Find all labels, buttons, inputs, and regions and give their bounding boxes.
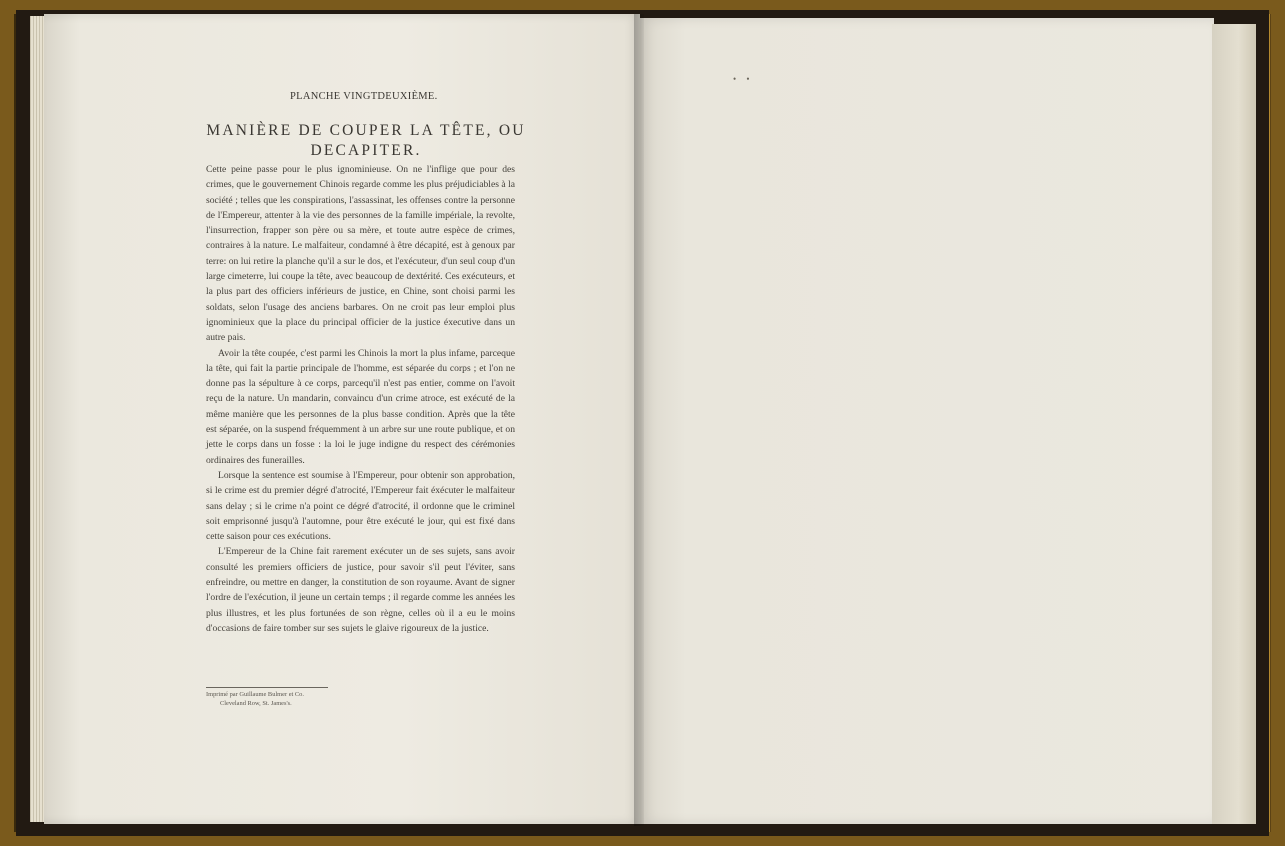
book-gutter xyxy=(634,14,644,826)
paragraph-2: Avoir la tête coupée, c'est parmi les Chinois la mort la plus infame, parceque la tête, qui fait la partie principale de l'homme, est séparée du corps ; et l'on ne donne pas la sépulture à ce corps, parcequ'il n'est pas entier, comme on l'avoit reçu de la nature. Un mandarin, convaincu d'un crime atroce, est exécuté de la même manière que les personnes de la plus basse condition. Après que la tête est séparée, on la suspend fréquemment à un arbre sur une route publique, et on jette le corps dans un fosse : la loi le juge indigne du respect des cérémonies ordinaires des funerailles. xyxy=(206,347,515,466)
paragraph-4: L'Empereur de la Chine fait rarement exécuter un de ses sujets, sans avoir consulté les premiers officiers de justice, pour savoir s'il peut l'éviter, sans enfreindre, ou mettre en danger, la constitution de son royaume. Avant de signer l'ordre de l'exécution, il jeune un certain temps ; il regarde comme les années les plus illustres, et les plus fortunées de son règne, celles où il a eu le moins d'occasions de faire tomber sur ses sujets le glaive rigoureux de la justice. xyxy=(206,546,515,634)
right-page-edge xyxy=(1212,24,1256,824)
body-text xyxy=(206,162,515,636)
page-marks: • • xyxy=(733,74,754,84)
imprint-rule xyxy=(206,687,328,688)
right-page xyxy=(640,18,1214,824)
page-title: MANIÈRE DE COUPER LA TÊTE, OU DECAPITER. xyxy=(206,122,526,159)
paragraph-3: Lorsque la sentence est soumise à l'Empereur, pour obtenir son approbation, si le crime est du premier dégré d'atrocité, l'Empereur fait éxécuter le malfaiteur sans delay ; si le crime n'a point ce dégré d'atrocité, il ordonne que le criminel soit emprisonné jusqu'à l'automne, pour être exécuté le jour, qui est fixé dans cette saison pour ces exécutions. xyxy=(206,469,515,543)
plate-heading: PLANCHE VINGTDEUXIÈME. xyxy=(290,91,438,102)
paragraph-1: Cette peine passe pour le plus ignominieuse. On ne l'inflige que pour des crimes, que le gouvernement Chinois regarde comme les plus préjudiciables à la société ; telles que les conspirations, l'assassinat, les offenses contre la personne de l'Empereur, attenter à la vie des personnes de la famille impériale, la revolte, l'insurrection, frapper son père ou sa mère, et toute autre espèce de crimes, contraires à la nature. Le malfaiteur, condamné à être décapité, est à genoux par terre: on lui retire la planche qu'il a sur le dos, et l'exécuteur, d'un seul coup d'un large cimeterre, lui coupe la tête, avec beaucoup de dextérité. Ces exécuteurs, et la plus part des officiers inférieurs de justice, en Chine, sont choisi parmi les soldats, selon l'usage des anciens barbares. On ne croit pas leur emploi plus ignominieux que la place du principal officier de la justice éxecutive dans un autre pais. xyxy=(206,164,515,344)
imprint-line-1: Imprimé par Guillaume Bulmer et Co. xyxy=(206,691,304,698)
imprint-line-2: Cleveland Row, St. James's. xyxy=(220,699,292,707)
imprint xyxy=(206,691,386,708)
